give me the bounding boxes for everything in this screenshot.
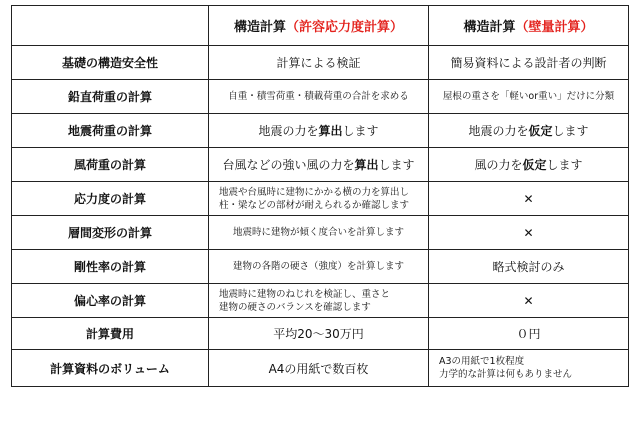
- row-label: 計算費用: [12, 318, 209, 350]
- allowable-stress-value: A4の用紙で数百枚: [209, 350, 429, 387]
- row-label: 風荷重の計算: [12, 148, 209, 182]
- allowable-stress-value: 地震時に建物のねじれを検証し、重さと 建物の硬さのバランスを確認します: [209, 284, 429, 318]
- header-wall-quantity: 構造計算（壁量計算）: [429, 6, 629, 46]
- allowable-stress-value: 台風などの強い風の力を算出します: [209, 148, 429, 182]
- wall-quantity-value: 屋根の重さを「軽いor重い」だけに分類: [429, 80, 629, 114]
- table-row: [12, 216, 629, 250]
- table-row: [12, 250, 629, 284]
- row-label: 基礎の構造安全性: [12, 46, 209, 80]
- allowable-stress-value: 自重・積雪荷重・積載荷重の合計を求める: [209, 80, 429, 114]
- table-row: [12, 350, 629, 387]
- not-applicable-mark: ✕: [429, 284, 629, 318]
- header-empty-cell: [12, 6, 209, 46]
- comparison-table-wrapper: [11, 5, 629, 387]
- table-row: [12, 284, 629, 318]
- allowable-stress-value: 建物の各階の硬さ（強度）を計算します: [209, 250, 429, 284]
- wall-quantity-value: A3の用紙で1枚程度 力学的な計算は何もありません: [429, 350, 629, 387]
- wall-quantity-value: 地震の力を仮定します: [429, 114, 629, 148]
- allowable-stress-value: 地震や台風時に建物にかかる横の力を算出し 柱・梁などの部材が耐えられるか確認します: [209, 182, 429, 216]
- table-row: [12, 80, 629, 114]
- row-label: 剛性率の計算: [12, 250, 209, 284]
- wall-quantity-value: 簡易資料による設計者の判断: [429, 46, 629, 80]
- table-row: [12, 182, 629, 216]
- row-label: 地震荷重の計算: [12, 114, 209, 148]
- row-label: 偏心率の計算: [12, 284, 209, 318]
- allowable-stress-value: 平均20～30万円: [209, 318, 429, 350]
- wall-quantity-value: ０円: [429, 318, 629, 350]
- header-allowable-stress: 構造計算（許容応力度計算）: [209, 6, 429, 46]
- not-applicable-mark: ✕: [429, 182, 629, 216]
- header-row: [12, 6, 629, 46]
- wall-quantity-value: 風の力を仮定します: [429, 148, 629, 182]
- row-label: 計算資料のボリューム: [12, 350, 209, 387]
- table-row: [12, 148, 629, 182]
- table-row: [12, 318, 629, 350]
- row-label: 層間変形の計算: [12, 216, 209, 250]
- table-row: [12, 46, 629, 80]
- table-row: [12, 114, 629, 148]
- allowable-stress-value: 計算による検証: [209, 46, 429, 80]
- wall-quantity-value: 略式検討のみ: [429, 250, 629, 284]
- allowable-stress-value: 地震の力を算出します: [209, 114, 429, 148]
- row-label: 応力度の計算: [12, 182, 209, 216]
- row-label: 鉛直荷重の計算: [12, 80, 209, 114]
- comparison-table: [11, 5, 629, 387]
- allowable-stress-value: 地震時に建物が傾く度合いを計算します: [209, 216, 429, 250]
- not-applicable-mark: ✕: [429, 216, 629, 250]
